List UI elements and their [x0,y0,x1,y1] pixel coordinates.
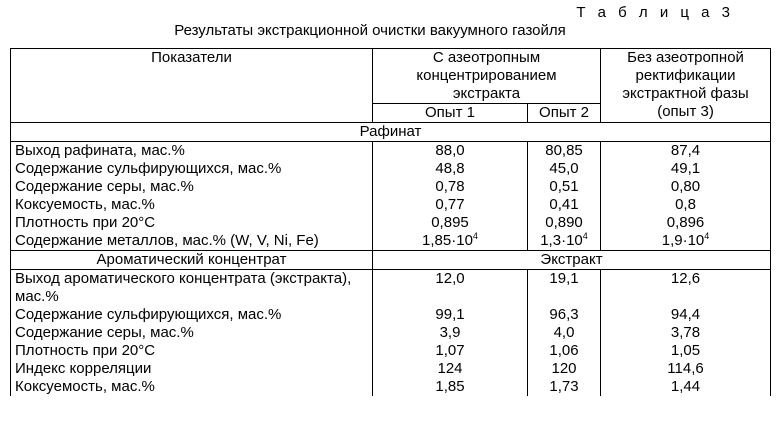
row-value-exp2: 0,41 [528,196,601,214]
row-value-exp3: 114,6 [601,360,771,378]
metals-v3-base: 1,9·10 [661,232,705,249]
table-row [11,378,771,396]
row-label: Выход рафината, мас.% [11,142,373,161]
row-value-exp2: 0,51 [528,178,601,196]
row-label: Содержание серы, мас.% [11,178,373,196]
results-table [10,48,771,396]
row-value-exp3: 0,80 [601,178,771,196]
header-without-azeotropic: Без азеотропной ректификации экстрактной фазы (опыт 3) [601,49,771,123]
section-raffinate-row [11,123,771,142]
row-value-exp1: 0,77 [373,196,528,214]
metals-v1-base: 1,85·10 [422,232,473,249]
table-row [11,324,771,342]
section-aromatic-row [11,251,771,270]
table-row [11,270,771,307]
raffinate-body [11,142,771,233]
table-row [11,342,771,360]
row-value-exp1: 3,9 [373,324,528,342]
header-indicators: Показатели [11,49,373,123]
row-value-exp2: 96,3 [528,306,601,324]
metals-v2-exp: 4 [582,231,588,241]
table-row [11,160,771,178]
row-value-exp1: 12,0 [373,270,528,307]
row-label: Коксуемость, мас.% [11,196,373,214]
section-aromatic: Ароматический концентрат [11,251,373,270]
row-value-exp3: 0,8 [601,196,771,214]
row-value-exp2: 0,890 [528,214,601,232]
table-row [11,178,771,196]
row-label: Содержание серы, мас.% [11,324,373,342]
row-value-exp2: 120 [528,360,601,378]
header-with-azeotropic: С азеотропным концентрированием экстракта [373,49,601,104]
table-row [11,214,771,232]
row-value-exp1: 124 [373,360,528,378]
table-row [11,142,771,161]
table-row [11,306,771,324]
metals-row [11,232,771,251]
row-label: Индекс корреляции [11,360,373,378]
row-label: Содержание сульфирующихся, мас.% [11,306,373,324]
section-extract: Экстракт [373,251,771,270]
row-label: Плотность при 20°С [11,214,373,232]
row-value-exp2: 1,06 [528,342,601,360]
row-value-exp2: 80,85 [528,142,601,161]
metals-label: Содержание металлов, мас.% (W, V, Ni, Fe) [11,232,373,251]
row-value-exp2: 4,0 [528,324,601,342]
row-value-exp1: 0,78 [373,178,528,196]
header-row [11,49,771,104]
metals-v2-base: 1,3·10 [540,232,583,249]
row-value-exp3: 3,78 [601,324,771,342]
row-value-exp1: 1,85 [373,378,528,396]
section-raffinate: Рафинат [11,123,771,142]
row-label: Содержание сульфирующихся, мас.% [11,160,373,178]
row-value-exp3: 49,1 [601,160,771,178]
header-exp1: Опыт 1 [373,104,528,123]
row-value-exp1: 99,1 [373,306,528,324]
row-value-exp1: 48,8 [373,160,528,178]
row-value-exp3: 12,6 [601,270,771,307]
table-caption: Результаты экстракционной очистки вакуумного газойля [174,22,566,39]
row-value-exp2: 1,73 [528,378,601,396]
row-value-exp3: 0,896 [601,214,771,232]
metals-v3 [601,232,771,251]
row-value-exp2: 45,0 [528,160,601,178]
metals-v3-exp: 4 [704,231,710,241]
row-label: Плотность при 20°С [11,342,373,360]
row-label: Коксуемость, мас.% [11,378,373,396]
metals-v1 [373,232,528,251]
row-label: Выход ароматического концентрата (экстракта), мас.% [11,270,373,307]
table-number: Т а б л и ц а 3 [576,4,734,21]
row-value-exp1: 88,0 [373,142,528,161]
header-exp2: Опыт 2 [528,104,601,123]
aromatic-body [11,270,771,397]
table-row [11,360,771,378]
row-value-exp3: 94,4 [601,306,771,324]
row-value-exp3: 1,05 [601,342,771,360]
metals-v2 [528,232,601,251]
row-value-exp1: 0,895 [373,214,528,232]
table-row [11,196,771,214]
metals-v1-exp: 4 [472,231,478,241]
row-value-exp3: 1,44 [601,378,771,396]
row-value-exp3: 87,4 [601,142,771,161]
row-value-exp1: 1,07 [373,342,528,360]
row-value-exp2: 19,1 [528,270,601,307]
